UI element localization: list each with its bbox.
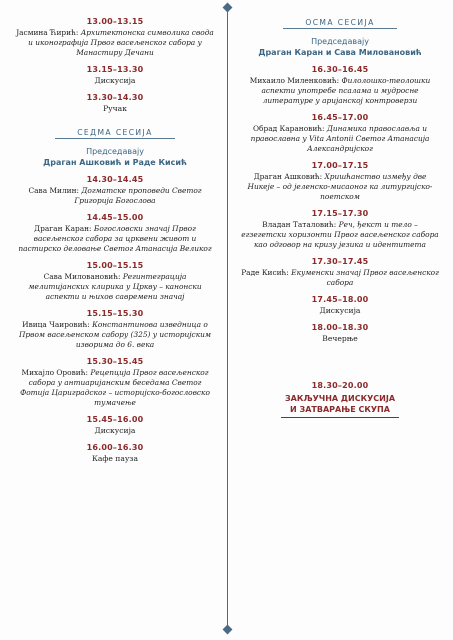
closing-line-2: И ЗАТВАРАЊЕ СКУПА bbox=[290, 405, 390, 414]
speaker-name: Михајло Оровић: bbox=[21, 368, 88, 377]
program-label: Дискусија bbox=[94, 76, 136, 85]
left-column bbox=[14, 10, 216, 464]
speaker-name: Владан Таталовић: bbox=[262, 220, 337, 229]
talk bbox=[240, 268, 440, 288]
talk-title: Екуменски значај Првог васељенског сабора bbox=[291, 268, 439, 287]
program-item bbox=[14, 174, 216, 206]
program-label: Кафе пауза bbox=[92, 454, 138, 463]
talk bbox=[14, 186, 216, 206]
program-item bbox=[14, 212, 216, 254]
talk-title: Динамика православља и православна у Vita Antonii Светог Атанасија Александријског bbox=[250, 124, 430, 153]
talk bbox=[14, 272, 216, 302]
speaker-name: Сава Милин: bbox=[28, 186, 79, 195]
talk bbox=[240, 220, 440, 250]
talk-title: Константинова изведница о Првом васељенском сабору (325) у историјским изворима до 6. века bbox=[18, 320, 211, 349]
speaker-name: Раде Кисић: bbox=[241, 268, 289, 277]
right-column bbox=[240, 10, 440, 418]
speaker-name: Драган Каран: bbox=[34, 224, 92, 233]
time-slot: 16.00–16.30 bbox=[86, 443, 144, 452]
talk-title: Регинтеграција мелитијанских клирика у Цркву – канонски аспекти и њихов савремени значај bbox=[28, 272, 202, 301]
time-slot: 17.45–18.00 bbox=[311, 295, 369, 304]
speaker-name: Драган Ашковић: bbox=[253, 172, 323, 181]
program-item bbox=[240, 294, 440, 316]
talk-title: Рецепција Првог васељенског сабора у антиаријанским беседама Светог Фотија Цариградског – историјско-богословско тумачење bbox=[20, 368, 210, 407]
session-7-chair-label: Председавају bbox=[86, 147, 144, 156]
program-item bbox=[14, 260, 216, 302]
session-7-title: СЕДМА СЕСИЈА bbox=[55, 128, 175, 139]
time-slot: 17.00–17.15 bbox=[311, 161, 369, 170]
program-item bbox=[240, 322, 440, 344]
speaker-name: Обрад Карановић: bbox=[252, 124, 325, 133]
column-divider bbox=[227, 8, 228, 630]
time-slot: 13.30–14.30 bbox=[86, 93, 144, 102]
speaker-name: Михаило Миленковић: bbox=[249, 76, 340, 85]
program-label: Ручак bbox=[103, 104, 127, 113]
program-item bbox=[240, 112, 440, 154]
time-slot: 17.30–17.45 bbox=[311, 257, 369, 266]
program-item bbox=[240, 256, 440, 288]
time-slot: 15.30–15.45 bbox=[86, 357, 144, 366]
time-slot: 14.45–15.00 bbox=[86, 213, 144, 222]
left-top-items bbox=[14, 16, 216, 114]
time-slot: 17.15–17.30 bbox=[311, 209, 369, 218]
time-slot: 18.00–18.30 bbox=[311, 323, 369, 332]
time-slot: 14.30–14.45 bbox=[86, 175, 144, 184]
talk-title: Догматске проповеди Светог Григорија Богослова bbox=[74, 186, 202, 205]
time-slot: 15.00–15.15 bbox=[86, 261, 144, 270]
talk bbox=[240, 124, 440, 154]
program-item bbox=[14, 92, 216, 114]
talk bbox=[14, 368, 216, 408]
program-item bbox=[14, 16, 216, 58]
program-item bbox=[240, 64, 440, 106]
program-item bbox=[240, 160, 440, 202]
talk-title: Филолошко-теолошки аспекти употребе псалама и мудросне литературе у аријанској контроверзи bbox=[261, 76, 431, 105]
closing-line-1: ЗАКЉУЧНА ДИСКУСИЈА bbox=[284, 394, 396, 403]
session-8-items bbox=[240, 64, 440, 344]
closing-block bbox=[240, 391, 440, 418]
divider-diamond-bottom bbox=[223, 625, 233, 635]
time-slot: 13.00–13.15 bbox=[86, 17, 144, 26]
talk-title: Богословски значај Првог васељенског сабора за црквени живот и пастирско деловање Светог Атанасија Великог bbox=[18, 224, 212, 253]
time-slot: 15.15–15.30 bbox=[86, 309, 144, 318]
closing-time: 18.30–20.00 bbox=[311, 381, 369, 390]
speaker-name: Сава Миловановић: bbox=[43, 272, 121, 281]
program-label: Вечерње bbox=[322, 334, 358, 343]
speaker-name: Јасмина Ћирић: bbox=[16, 28, 79, 37]
talk-title: Архитектонска символика свода и иконографија Првог васељенског сабора у Манастиру Дечани bbox=[28, 28, 214, 57]
closing-title bbox=[281, 393, 399, 418]
time-slot: 15.45–16.00 bbox=[86, 415, 144, 424]
session-8-chair-label: Председавају bbox=[311, 37, 369, 46]
speaker-name: Ивица Чаировић: bbox=[22, 320, 90, 329]
time-slot: 13.15–13.30 bbox=[86, 65, 144, 74]
program-item bbox=[14, 356, 216, 408]
program-item bbox=[240, 208, 440, 250]
session-8-chairs: Драган Каран и Сава Миловановић bbox=[258, 48, 422, 57]
talk-title: Хришћанство између две Никеје – од јеленско-мисаоног ка литургијско-поетском bbox=[247, 172, 433, 201]
time-slot: 16.45–17.00 bbox=[311, 113, 369, 122]
session-8-title: ОСМА СЕСИЈА bbox=[283, 18, 396, 29]
program-item bbox=[14, 414, 216, 436]
talk bbox=[240, 172, 440, 202]
program-item bbox=[14, 442, 216, 464]
time-slot: 16.30–16.45 bbox=[311, 65, 369, 74]
talk bbox=[14, 28, 216, 58]
talk bbox=[14, 224, 216, 254]
session-7-items bbox=[14, 174, 216, 464]
program-item bbox=[14, 308, 216, 350]
talk-title: Реч, ђекст и тело – егзегетски хоризонти Првог васељенског сабора као одговор на кризу језика и идентитета bbox=[241, 220, 439, 249]
program-label: Дискусија bbox=[94, 426, 136, 435]
program-item bbox=[14, 64, 216, 86]
talk bbox=[240, 76, 440, 106]
divider-diamond-top bbox=[223, 3, 233, 13]
talk bbox=[14, 320, 216, 350]
program-label: Дискусија bbox=[319, 306, 361, 315]
session-7-chairs: Драган Ашковић и Раде Кисић bbox=[43, 158, 187, 167]
